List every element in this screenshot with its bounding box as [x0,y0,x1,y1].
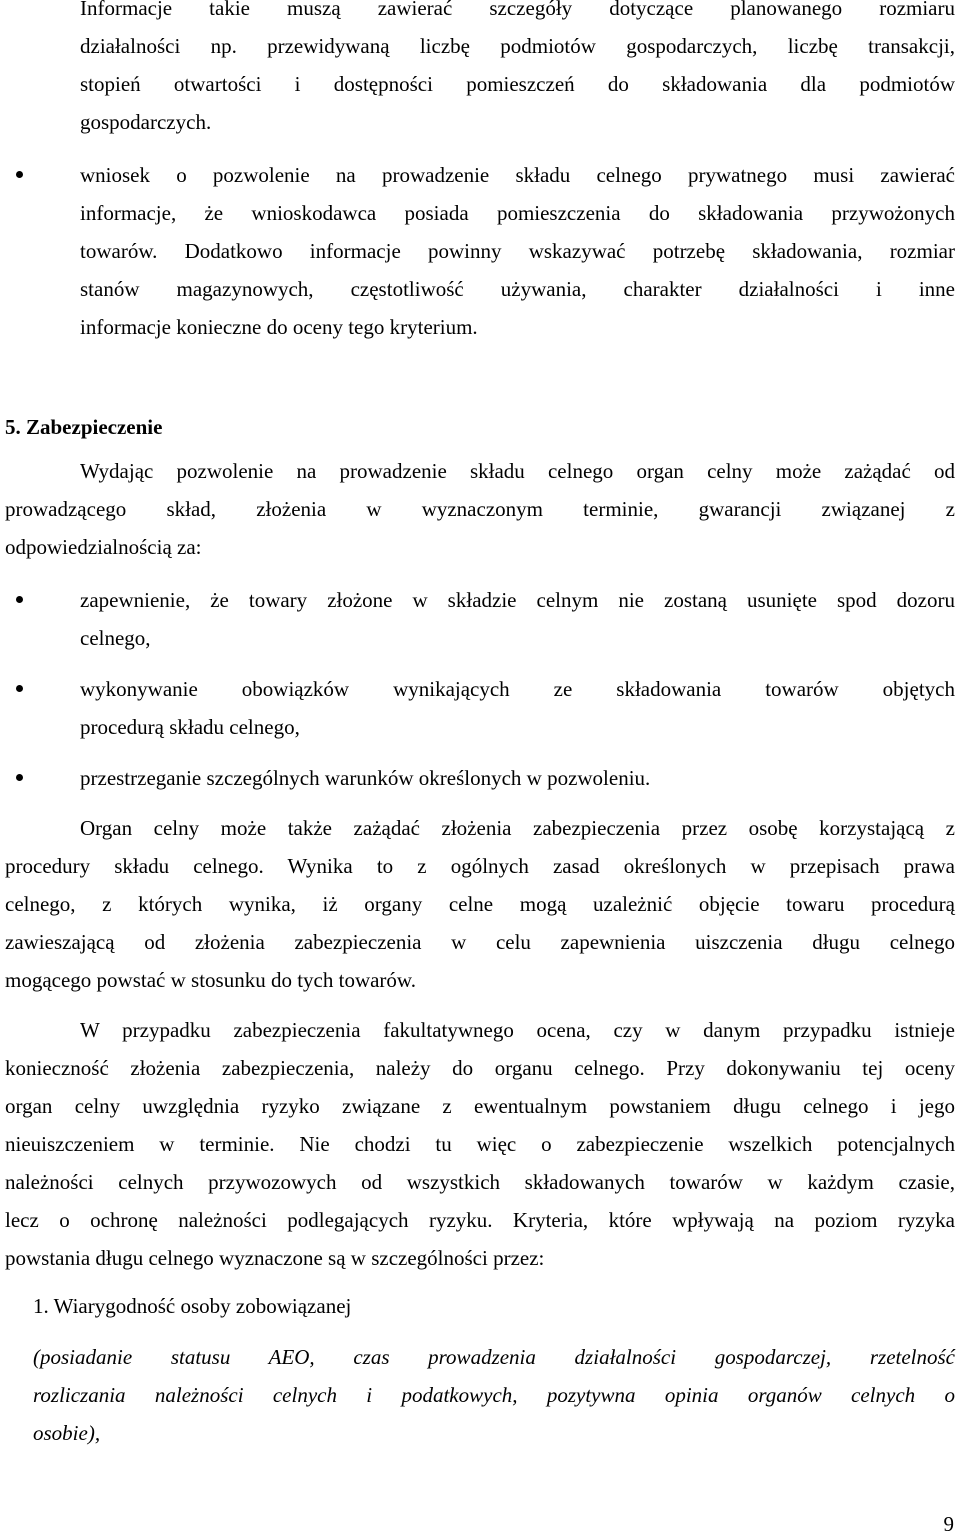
italic-line-3: osobie), [33,1421,101,1445]
organ-line-5: mogącego powstać w stosunku do tych towarów. [5,968,416,992]
application-line-1: wniosek o pozwolenie na prowadzenie składu celnego prywatnego musi zawierać [80,163,955,187]
optional-line-2: konieczność złożenia zabezpieczenia, należy do organu celnego. Przy dokonywaniu tej oceny [5,1056,955,1080]
numbered-item-1: 1. Wiarygodność osoby zobowiązanej [33,1294,352,1318]
intro-line-4: gospodarczych. [80,110,212,134]
optional-line-5: należności celnych przywozowych od wszystkich składowanych towarów w każdym czasie, [5,1170,955,1194]
section-heading: 5. Zabezpieczenie [5,415,163,439]
page-number: 9 [943,1512,954,1536]
organ-line-3: celnego, z których wynika, iż organy celne mogą uzależnić objęcie towaru procedurą [5,892,955,916]
organ-line-4: zawieszającą od złożenia zabezpieczenia w celu zapewnienia uiszczenia długu celnego [5,930,955,954]
optional-line-6: lecz o ochronę należności podlegających ryzyku. Kryteria, które wpływają na poziom ryzyka [5,1208,955,1232]
italic-line-2: rozliczania należności celnych i podatkowych, pozytywna opinia organów celnych o [33,1383,955,1407]
intro-line-2: działalności np. przewidywaną liczbę podmiotów gospodarczych, liczbę transakcji, [80,34,955,58]
bullet-2-line-1: wykonywanie obowiązków wynikających ze składowania towarów objętych [80,677,955,701]
application-line-5: informacje konieczne do oceny tego kryterium. [80,315,478,339]
security-intro-line-2: prowadzącego skład, złożenia w wyznaczonym terminie, gwarancji związanej z [5,497,955,521]
application-line-4: stanów magazynowych, częstotliwość używania, charakter działalności i inne [80,277,955,301]
application-line-3: towarów. Dodatkowo informacje powinny wskazywać potrzebę składowania, rozmiar [80,239,955,263]
bullet-dot [16,171,23,178]
optional-line-3: organ celny uwzględnia ryzyko związane z ewentualnym powstaniem długu celnego i jego [5,1094,955,1118]
italic-line-1: (posiadanie statusu AEO, czas prowadzenia działalności gospodarczej, rzetelność [33,1345,955,1369]
organ-line-1: Organ celny może także zażądać złożenia zabezpieczenia przez osobę korzystającą z [80,816,955,840]
security-intro-line-1: Wydając pozwolenie na prowadzenie składu celnego organ celny może zażądać od [80,459,955,483]
bullet-1-line-1: zapewnienie, że towary złożone w składzie celnym nie zostaną usunięte spod dozoru [80,588,955,612]
bullet-3-line-1: przestrzeganie szczególnych warunków określonych w pozwoleniu. [80,766,651,790]
intro-line-1: Informacje takie muszą zawierać szczegóły dotyczące planowanego rozmiaru [80,0,955,20]
security-intro-line-3: odpowiedzialnością za: [5,535,202,559]
optional-line-7: powstania długu celnego wyznaczone są w szczególności przez: [5,1246,545,1270]
bullet-dot [16,596,23,603]
intro-line-3: stopień otwartości i dostępności pomieszczeń do składowania dla podmiotów [80,72,955,96]
optional-line-1: W przypadku zabezpieczenia fakultatywnego ocena, czy w danym przypadku istnieje [80,1018,955,1042]
bullet-dot [16,685,23,692]
bullet-1-line-2: celnego, [80,626,151,650]
bullet-dot [16,774,23,781]
application-line-2: informacje, że wnioskodawca posiada pomieszczenia do składowania przywożonych [80,201,955,225]
organ-line-2: procedury składu celnego. Wynika to z ogólnych zasad określonych w przepisach prawa [5,854,955,878]
bullet-2-line-2: procedurą składu celnego, [80,715,300,739]
optional-line-4: nieuiszczeniem w terminie. Nie chodzi tu więc o zabezpieczenie wszelkich potencjalnych [5,1132,955,1156]
